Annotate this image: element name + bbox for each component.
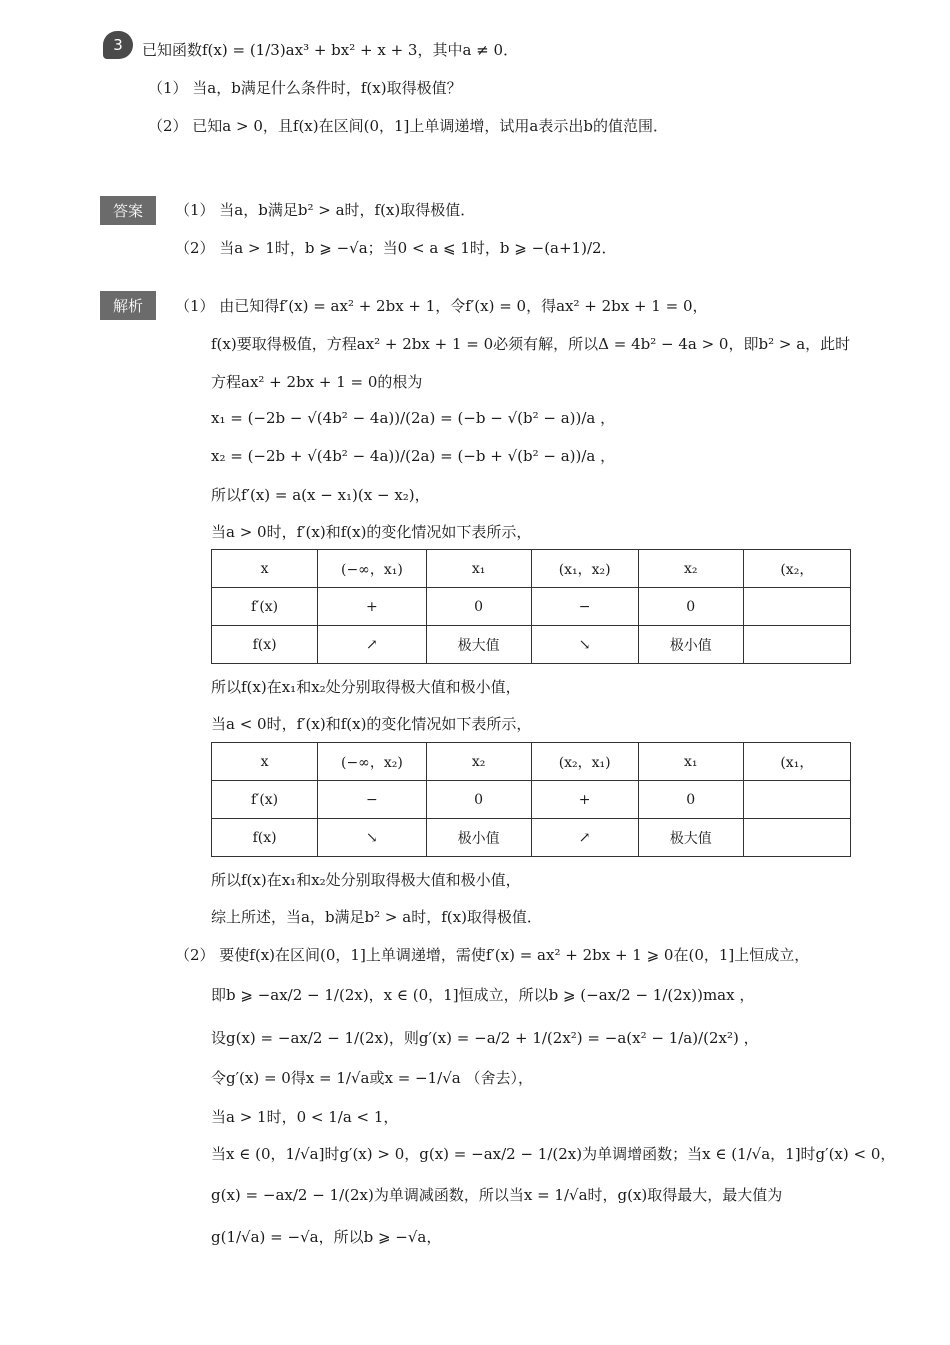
table-cell: (−∞，x₂) <box>318 743 427 781</box>
table-1 <box>211 549 851 664</box>
table-cell: f(x) <box>212 626 318 664</box>
table-2 <box>211 742 851 857</box>
analysis-line-1: （1） 由已知得f′(x) = ax² + 2bx + 1，令f′(x) = 0，得ax² + 2bx + 1 = 0， <box>175 297 708 315</box>
part2-line-5: 当a > 1时，0 < 1/a < 1， <box>211 1108 399 1126</box>
part2-line-1: （2） 要使f(x)在区间(0，1]上单调递增，需使f′(x) = ax² + 2bx + 1 ⩾ 0在(0，1]上恒成立， <box>175 946 810 964</box>
table-cell: f(x) <box>212 819 318 857</box>
analysis-line-9: 当a < 0时，f′(x)和f(x)的变化情况如下表所示， <box>211 715 532 733</box>
table-cell: ↗ <box>531 819 638 857</box>
table-cell: x₂ <box>638 550 743 588</box>
table-cell: x <box>212 550 318 588</box>
analysis-line-7: 当a > 0时，f′(x)和f(x)的变化情况如下表所示， <box>211 523 532 541</box>
table-cell: 极小值 <box>638 626 743 664</box>
part2-line-8: g(1/√a) = −√a，所以b ⩾ −√a， <box>211 1228 442 1246</box>
analysis-line-6: 所以f′(x) = a(x − x₁)(x − x₂)， <box>211 486 430 504</box>
question-part1: （1） 当a，b满足什么条件时，f(x)取得极值？ <box>148 79 462 97</box>
table-row <box>212 743 851 781</box>
table-cell: x₁ <box>426 550 531 588</box>
table-cell: (−∞，x₁) <box>318 550 427 588</box>
question-number-badge: 3 <box>103 31 133 59</box>
table-cell: − <box>318 781 427 819</box>
table-cell: 极小值 <box>426 819 531 857</box>
question-part2: （2） 已知a > 0，且f(x)在区间(0，1]上单调递增，试用a表示出b的值范围． <box>148 117 668 135</box>
analysis-line-11: 综上所述，当a，b满足b² > a时，f(x)取得极值． <box>211 908 542 926</box>
table-cell: x₁ <box>638 743 743 781</box>
part2-line-4: 令g′(x) = 0得x = 1/√a或x = −1/√a （舍去）， <box>211 1069 533 1087</box>
table-row <box>212 781 851 819</box>
table-cell: 极大值 <box>638 819 743 857</box>
variation-table-a-positive <box>211 549 851 667</box>
question-stem: 已知函数f(x) = (1/3)ax³ + bx² + x + 3，其中a ≠ 0． <box>142 41 519 59</box>
table-cell <box>743 819 850 857</box>
table-cell: x <box>212 743 318 781</box>
table-cell <box>743 626 850 664</box>
table-cell: + <box>531 781 638 819</box>
table-cell: 0 <box>638 588 743 626</box>
variation-table-a-negative <box>211 742 851 860</box>
table-cell <box>743 781 850 819</box>
part2-line-3: 设g(x) = −ax/2 − 1/(2x)，则g′(x) = −a/2 + 1/(2x²) = −a(x² − 1/a)/(2x²) ， <box>211 1029 759 1047</box>
table-cell <box>743 588 850 626</box>
table-cell: 0 <box>426 781 531 819</box>
table-row <box>212 626 851 664</box>
table-row <box>212 819 851 857</box>
table-cell: f′(x) <box>212 781 318 819</box>
analysis-tag: 解析 <box>100 291 156 320</box>
analysis-line-2: f(x)要取得极值，方程ax² + 2bx + 1 = 0必须有解，所以Δ = 4b² − 4a > 0，即b² > a，此时 <box>211 335 851 353</box>
table-cell: (x₁， <box>743 743 850 781</box>
table-cell: x₂ <box>426 743 531 781</box>
table-row <box>212 588 851 626</box>
table-cell: (x₂， <box>743 550 850 588</box>
analysis-line-3: 方程ax² + 2bx + 1 = 0的根为 <box>211 373 423 391</box>
analysis-line-8: 所以f(x)在x₁和x₂处分别取得极大值和极小值， <box>211 678 521 696</box>
answer-tag: 答案 <box>100 196 156 225</box>
part2-line-2: 即b ⩾ −ax/2 − 1/(2x)，x ∈ (0，1]恒成立，所以b ⩾ (−ax/2 − 1/(2x))max ， <box>211 986 755 1004</box>
table-cell: − <box>531 588 638 626</box>
table-cell: 极大值 <box>426 626 531 664</box>
part2-line-6: 当x ∈ (0，1/√a]时g′(x) > 0，g(x) = −ax/2 − 1/(2x)为单调增函数；当x ∈ (1/√a，1]时g′(x) < 0， <box>211 1145 896 1163</box>
root-x2-formula: x₂ = (−2b + √(4b² − 4a))/(2a) = (−b + √(b² − a))/a ， <box>211 447 616 465</box>
table-row <box>212 550 851 588</box>
part2-line-7: g(x) = −ax/2 − 1/(2x)为单调减函数，所以当x = 1/√a时，g(x)取得最大，最大值为 <box>211 1186 783 1204</box>
table-cell: (x₂，x₁) <box>531 743 638 781</box>
table-cell: 0 <box>426 588 531 626</box>
analysis-line-10: 所以f(x)在x₁和x₂处分别取得极大值和极小值， <box>211 871 521 889</box>
table-cell: (x₁，x₂) <box>531 550 638 588</box>
answer-line1: （1） 当a，b满足b² > a时，f(x)取得极值． <box>175 201 476 219</box>
table-cell: ↗ <box>318 626 427 664</box>
table-cell: ↘ <box>531 626 638 664</box>
table-cell: 0 <box>638 781 743 819</box>
root-x1-formula: x₁ = (−2b − √(4b² − 4a))/(2a) = (−b − √(b² − a))/a ， <box>211 409 616 427</box>
table-cell: ↘ <box>318 819 427 857</box>
table-cell: f′(x) <box>212 588 318 626</box>
table-cell: + <box>318 588 427 626</box>
answer-line2: （2） 当a > 1时，b ⩾ −√a；当0 < a ⩽ 1时，b ⩾ −(a+1)/2． <box>175 239 617 257</box>
